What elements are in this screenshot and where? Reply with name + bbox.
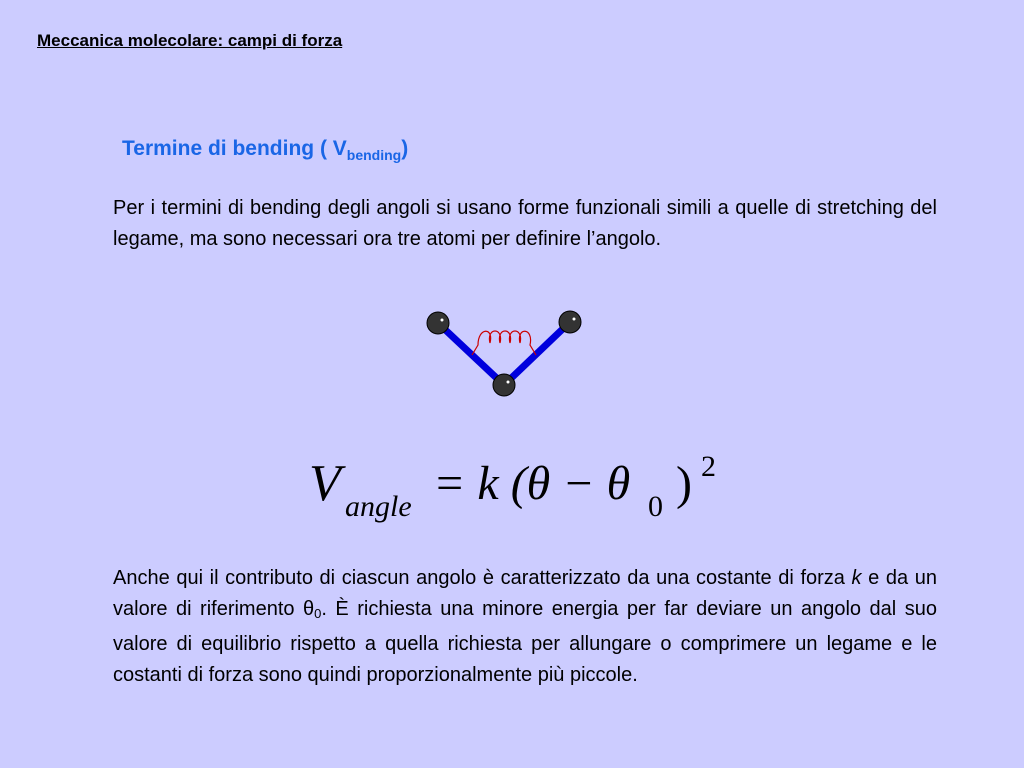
section-heading-close: ) [401,137,409,160]
explanation-part3: . È richiesta una minore energia per far deviare un angolo dal suo valore di equilibrio rispetto a quella richiesta per allungare o comprimere un legame e le costanti di forza sono quindi proporzionalmente più piccole. [113,598,937,686]
theta-zero-subscript: 0 [314,606,322,621]
atom-highlight [507,381,510,384]
equation-v: V [309,455,341,512]
bending-angle-illustration [420,305,590,405]
equation-rhs: = k (θ − θ [433,457,631,510]
section-heading-subscript: bending [346,147,402,163]
bending-energy-equation [303,450,743,540]
explanation-part2: e da un valore di riferimento θ [113,567,937,620]
spring-icon [472,331,536,355]
atom-center [493,374,515,396]
section-heading [122,137,408,163]
equation-exponent: 2 [701,450,716,483]
explanation-paragraph [113,563,937,691]
equation-close-paren: ) [676,457,692,510]
explanation-part1: Anche qui il contributo di ciascun angolo è caratterizzato da una costante di forza [113,567,852,589]
atom-left [427,312,449,334]
intro-paragraph: Per i termini di bending degli angoli si usano forme funzionali simili a quelle di stretching del legame, ma sono necessari ora tre atomi per definire l’angolo. [113,197,937,250]
equation-theta-zero-subscript: 0 [648,490,663,523]
bond-left [438,323,504,385]
slide-title: Meccanica molecolare: campi di forza [37,31,343,50]
atom-right [559,311,581,333]
atom-highlight [573,318,576,321]
force-constant-k: k [851,567,862,589]
equation-subscript: angle [345,490,412,523]
atom-highlight [441,319,444,322]
section-heading-text: Termine di bending ( V [122,137,347,160]
